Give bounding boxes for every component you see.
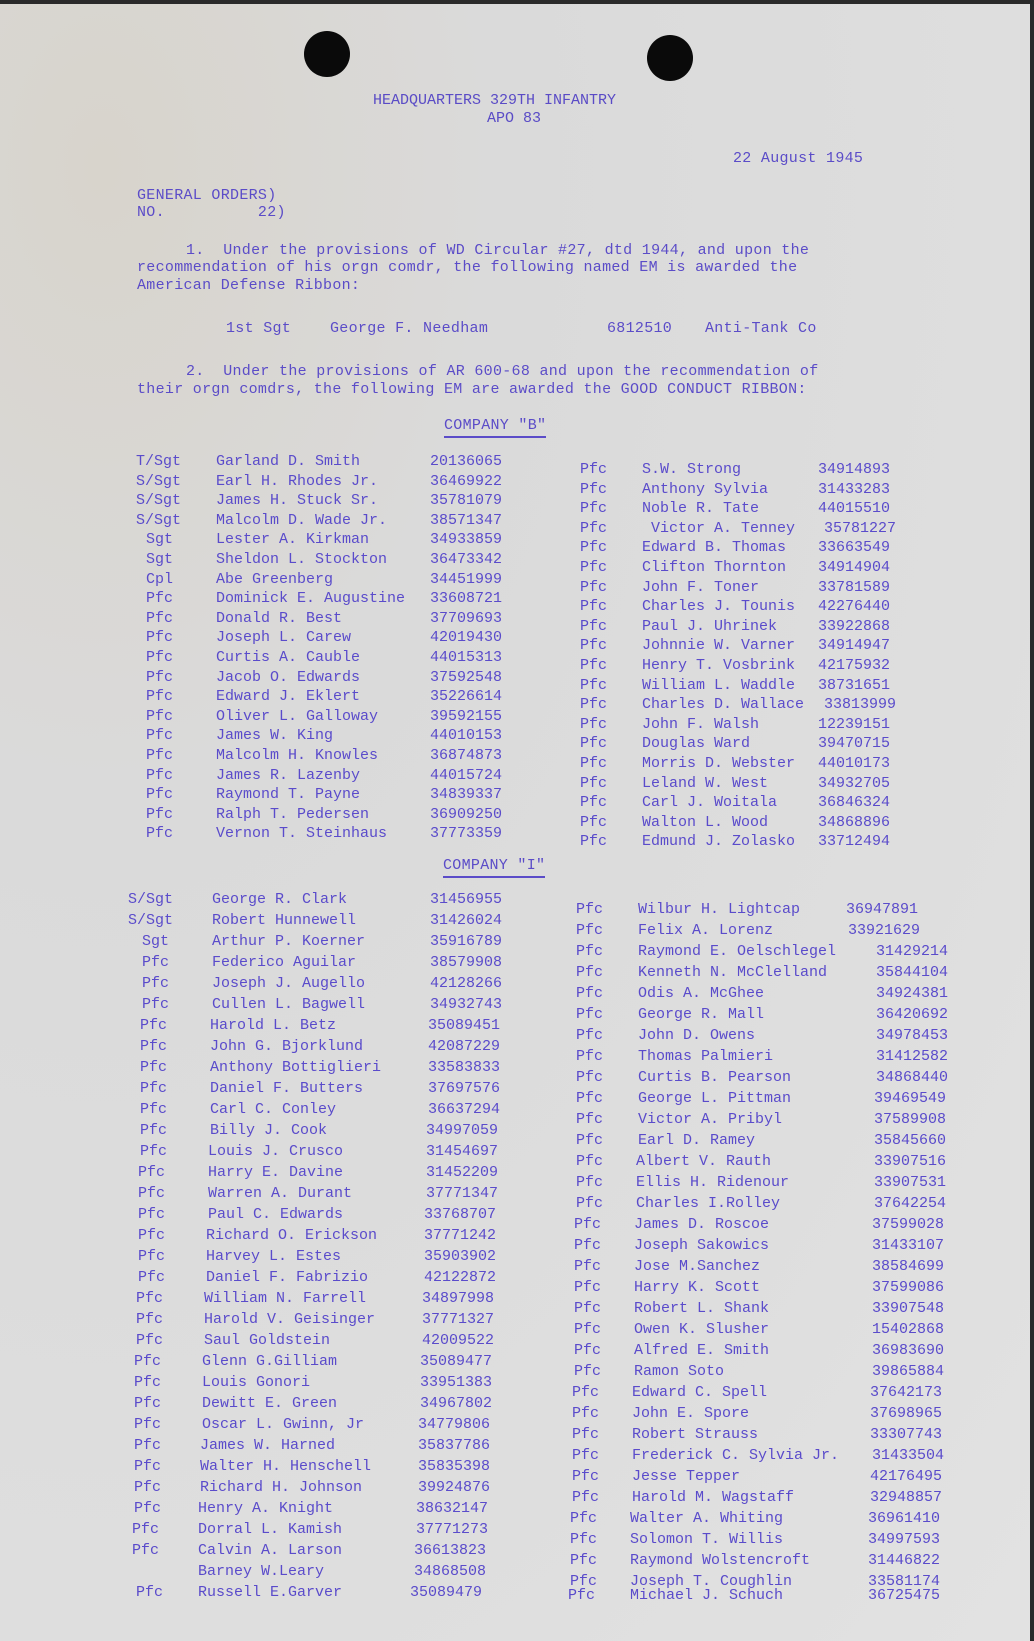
list-item: Pfc Owen K. Slusher 15402868: [574, 1321, 945, 1338]
list-item: Pfc Joseph J. Augello 42128266: [142, 975, 503, 992]
punch-hole-left: [304, 31, 350, 77]
punch-hole-right: [647, 35, 693, 81]
header-unit: HEADQUARTERS 329TH INFANTRY: [373, 92, 617, 109]
list-item: Pfc Charles I.Rolley 37642254: [576, 1195, 947, 1212]
list-item: Pfc Frederick C. Sylvia Jr. 31433504: [572, 1447, 945, 1464]
list-item: Pfc Edward J. Eklert 35226614: [146, 688, 503, 706]
list-item: Pfc James W. Harned 35837786: [134, 1437, 491, 1454]
list-item: Pfc George R. Mall 36420692: [576, 1006, 949, 1023]
list-item: Pfc Anthony Sylvia 31433283: [580, 480, 891, 498]
company-b-left-list: [136, 452, 556, 844]
list-item: Pfc William N. Farrell 34897998: [136, 1290, 495, 1307]
list-item: Pfc Felix A. Lorenz 33921629: [576, 922, 921, 939]
general-orders-label: GENERAL ORDERS): [137, 187, 277, 204]
list-item: Pfc Oscar L. Gwinn, Jr 34779806: [134, 1416, 491, 1433]
company-i-title: COMPANY "I": [443, 857, 545, 878]
list-item: Pfc William L. Waddle 38731651: [580, 676, 891, 694]
para1-line2: recommendation of his orgn comdr, the following named EM is awarded the: [137, 259, 798, 276]
awardee-serial: 6812510: [607, 320, 673, 337]
list-item: Pfc Victor A. Tenney 35781227: [580, 519, 897, 537]
company-b-right-list: [580, 460, 920, 852]
list-item: Sgt Arthur P. Koerner 35916789: [142, 933, 503, 950]
list-item: Pfc James D. Roscoe 37599028: [574, 1216, 945, 1233]
list-item: Pfc Henry T. Vosbrink 42175932: [580, 656, 891, 674]
list-item: Pfc Henry A. Knight 38632147: [134, 1500, 489, 1517]
list-item: Pfc Federico Aguilar 38579908: [142, 954, 503, 971]
list-item: Pfc Alfred E. Smith 36983690: [574, 1342, 945, 1359]
list-item: Pfc Paul J. Uhrinek 33922868: [580, 617, 891, 635]
list-item: Pfc John D. Owens 34978453: [576, 1027, 949, 1044]
list-item: Barney W.Leary 34868508: [198, 1563, 487, 1580]
list-item: Pfc Harvey L. Estes 35903902: [138, 1248, 497, 1265]
list-item: S/Sgt Malcolm D. Wade Jr. 38571347: [136, 511, 503, 529]
list-item: Pfc Albert V. Rauth 33907516: [576, 1153, 947, 1170]
para1-line3: American Defense Ribbon:: [137, 277, 361, 294]
awardee-name: George F. Needham: [330, 320, 489, 337]
list-item: Pfc Odis A. McGhee 34924381: [576, 985, 949, 1002]
list-item: Sgt Lester A. Kirkman 34933859: [146, 531, 503, 549]
list-item: Pfc Dominick E. Augustine 33608721: [146, 590, 503, 608]
list-item: Pfc Ralph T. Pedersen 36909250: [146, 805, 503, 823]
list-item: T/Sgt Garland D. Smith 20136065: [136, 453, 503, 470]
list-item: Pfc Harold L. Betz 35089451: [140, 1017, 501, 1034]
list-item: Pfc Kenneth N. McClelland 35844104: [576, 964, 949, 981]
list-item: S/Sgt James H. Stuck Sr. 35781079: [136, 492, 503, 510]
list-item: Pfc Saul Goldstein 42009522: [136, 1332, 495, 1349]
general-orders-number: NO. 22): [137, 204, 286, 221]
list-item: Pfc Edmund J. Zolasko 33712494: [580, 833, 891, 851]
list-item: Pfc Ramon Soto 39865884: [574, 1363, 945, 1380]
list-item: S/Sgt Robert Hunnewell 31426024: [128, 912, 503, 929]
list-item: Pfc Louis Gonori 33951383: [134, 1374, 493, 1391]
list-item: Pfc Morris D. Webster 44010173: [580, 754, 891, 772]
list-item: Pfc Russell E.Garver 35089479: [136, 1584, 483, 1601]
list-item: Pfc Richard H. Johnson 39924876: [134, 1479, 491, 1496]
list-item: Pfc Thomas Palmieri 31412582: [576, 1048, 949, 1065]
list-item: Pfc Richard O. Erickson 37771242: [138, 1227, 497, 1244]
list-item: Pfc Anthony Bottiglieri 33583833: [140, 1059, 501, 1076]
list-item: Pfc Walter H. Henschell 35835398: [134, 1458, 491, 1475]
list-item: Pfc James W. King 44010153: [146, 727, 503, 745]
list-item: Pfc Raymond Wolstencroft 31446822: [570, 1552, 941, 1569]
para2-line1: 2. Under the provisions of AR 600-68 and upon the recommendation of: [186, 363, 819, 380]
list-item: Pfc Johnnie W. Varner 34914947: [580, 637, 891, 655]
list-item: Pfc Jose M.Sanchez 38584699: [574, 1258, 945, 1275]
list-item: Pfc Harold V. Geisinger 37771327: [136, 1311, 495, 1328]
document-page: [0, 4, 1030, 1641]
list-item: Pfc Paul C. Edwards 33768707: [138, 1206, 497, 1223]
list-item: Pfc Joseph Sakowics 31433107: [574, 1237, 945, 1254]
list-item: Pfc Daniel F. Fabrizio 42122872: [138, 1269, 497, 1286]
list-item: Pfc Victor A. Pribyl 37589908: [576, 1111, 947, 1128]
list-item: Pfc Charles J. Tounis 42276440: [580, 598, 891, 616]
list-item: Pfc Joseph T. Coughlin 33581174: [570, 1573, 941, 1590]
list-item: Pfc Harry K. Scott 37599086: [574, 1279, 945, 1296]
header-apo: APO 83: [487, 110, 542, 127]
list-item: Pfc Noble R. Tate 44015510: [580, 500, 891, 518]
awardee-rank: 1st Sgt: [226, 320, 292, 337]
list-item: Pfc Edward B. Thomas 33663549: [580, 539, 891, 557]
list-item: Pfc Glenn G.Gilliam 35089477: [134, 1353, 493, 1370]
list-item: Pfc Joseph L. Carew 42019430: [146, 629, 503, 647]
list-item: Pfc Oliver L. Galloway 39592155: [146, 707, 503, 725]
list-item: Pfc John E. Spore 37698965: [572, 1405, 943, 1422]
company-b-title: COMPANY "B": [444, 417, 546, 438]
list-item: Pfc Ellis H. Ridenour 33907531: [576, 1174, 947, 1191]
list-item: Pfc Robert L. Shank 33907548: [574, 1300, 945, 1317]
list-item: Pfc Vernon T. Steinhaus 37773359: [146, 825, 503, 843]
list-item: Pfc Dewitt E. Green 34967802: [134, 1395, 493, 1412]
list-item: Pfc Calvin A. Larson 36613823: [132, 1542, 487, 1559]
list-item: Pfc S.W. Strong 34914893: [580, 461, 891, 478]
list-item: Pfc Charles D. Wallace 33813999: [580, 696, 897, 714]
list-item: Pfc Billy J. Cook 34997059: [140, 1122, 499, 1139]
list-item: Pfc Dorral L. Kamish 37771273: [132, 1521, 489, 1538]
company-i-right-list: [568, 900, 1016, 1607]
list-item: Pfc John G. Bjorklund 42087229: [140, 1038, 501, 1055]
list-item: Sgt Sheldon L. Stockton 36473342: [146, 550, 503, 568]
list-item: Pfc Malcolm H. Knowles 36874873: [146, 746, 503, 764]
list-item: Pfc Curtis B. Pearson 34868440: [576, 1069, 949, 1086]
list-item: Pfc Cullen L. Bagwell 34932743: [142, 996, 503, 1013]
list-item: S/Sgt George R. Clark 31456955: [128, 891, 503, 908]
list-item: Pfc Robert Strauss 33307743: [572, 1426, 943, 1443]
list-item: Pfc James R. Lazenby 44015724: [146, 766, 503, 784]
list-item: Pfc Leland W. West 34932705: [580, 774, 891, 792]
list-item: Pfc Carl J. Woitala 36846324: [580, 794, 891, 812]
list-item: Pfc Solomon T. Willis 34997593: [570, 1531, 941, 1548]
list-item: Pfc Harold M. Wagstaff 32948857: [572, 1489, 943, 1506]
list-item: Pfc Jesse Tepper 42176495: [572, 1468, 943, 1485]
list-item: Pfc Donald R. Best 37709693: [146, 609, 503, 627]
list-item: Pfc Clifton Thornton 34914904: [580, 558, 891, 576]
list-item: Pfc John F. Toner 33781589: [580, 578, 891, 596]
list-item: Pfc Edward C. Spell 37642173: [572, 1384, 943, 1401]
list-item: Pfc Raymond E. Oelschlegel 31429214: [576, 943, 949, 960]
list-item: Pfc Michael J. Schuch 36725475: [568, 1587, 941, 1604]
list-item: Pfc Jacob O. Edwards 37592548: [146, 668, 503, 686]
list-item: Pfc Harry E. Davine 31452209: [138, 1164, 499, 1181]
list-item: Pfc Louis J. Crusco 31454697: [140, 1143, 499, 1160]
list-item: Pfc Raymond T. Payne 34839337: [146, 786, 503, 804]
list-item: Pfc Walter A. Whiting 36961410: [570, 1510, 941, 1527]
list-item: Pfc John F. Walsh 12239151: [580, 715, 891, 733]
list-item: Pfc Earl D. Ramey 35845660: [576, 1132, 947, 1149]
para1-line1: 1. Under the provisions of WD Circular #27, dtd 1944, and upon the: [186, 242, 810, 259]
list-item: Pfc Douglas Ward 39470715: [580, 735, 891, 753]
list-item: Pfc Carl C. Conley 36637294: [140, 1101, 501, 1118]
list-item: Pfc Curtis A. Cauble 44015313: [146, 648, 503, 666]
list-item: Cpl Abe Greenberg 34451999: [146, 570, 503, 588]
list-item: Pfc George L. Pittman 39469549: [576, 1090, 947, 1107]
awardee-unit: Anti-Tank Co: [705, 320, 817, 337]
list-item: Pfc Wilbur H. Lightcap 36947891: [576, 901, 919, 918]
list-item: Pfc Warren A. Durant 37771347: [138, 1185, 499, 1202]
list-item: S/Sgt Earl H. Rhodes Jr. 36469922: [136, 472, 503, 490]
order-date: 22 August 1945: [733, 150, 864, 167]
list-item: Pfc Walton L. Wood 34868896: [580, 813, 891, 831]
company-i-left-list: [128, 890, 558, 1604]
list-item: Pfc Daniel F. Butters 37697576: [140, 1080, 501, 1097]
para2-line2: their orgn comdrs, the following EM are awarded the GOOD CONDUCT RIBBON:: [137, 381, 807, 398]
